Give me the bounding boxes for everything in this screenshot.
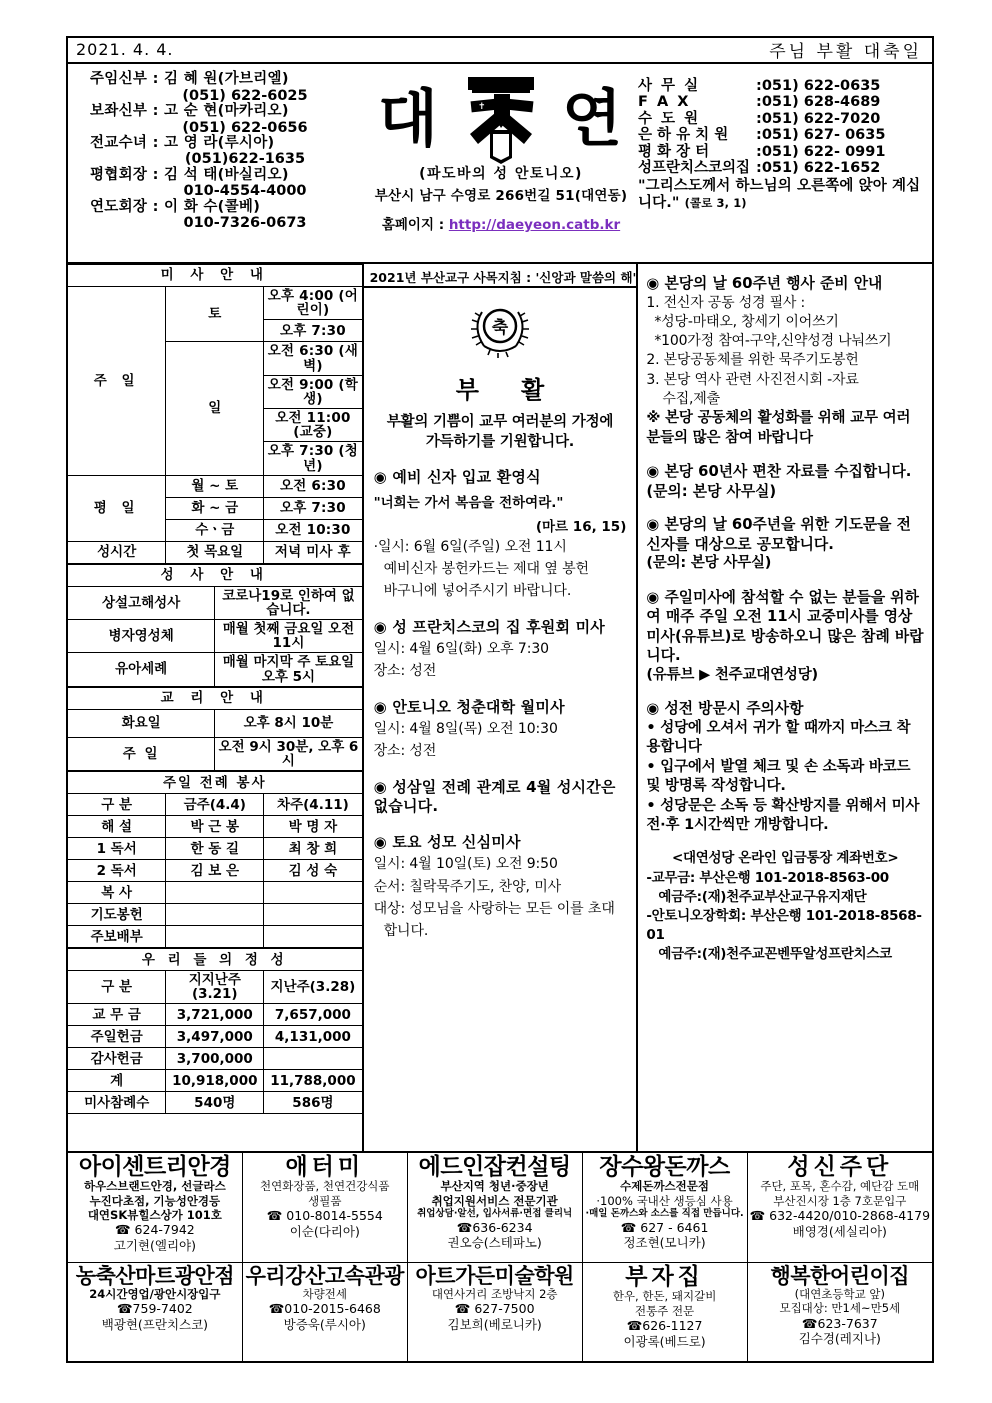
announcement: [374, 778, 627, 817]
ad-business-name: 아트가든미술학원: [415, 1264, 574, 1288]
ad-card[interactable]: [68, 1263, 243, 1361]
staff-row: [90, 136, 366, 152]
announcement-line: 바구니에 넣어주시기 바랍니다.: [383, 583, 572, 600]
contact-list: [632, 64, 932, 262]
table-row: [68, 737, 362, 770]
ad-detail: 전통주 전문: [634, 1303, 695, 1318]
ad-detail: 취업지원서비스 전문기관: [431, 1193, 558, 1208]
mass-day: 수ㆍ금: [166, 519, 264, 541]
ad-detail: 24시간영업/광안시장입구: [89, 1287, 221, 1302]
mass-day: 토: [166, 287, 264, 342]
table-row: [68, 541, 362, 563]
liturgy-role: 1 독서: [68, 838, 166, 860]
table-row: [68, 816, 362, 838]
contact-label: 사 무 실: [638, 78, 701, 94]
easter-title: 부활: [455, 376, 587, 404]
staff-role: 연도회장 :: [90, 198, 159, 215]
ad-phone: ☎626-1127: [626, 1317, 703, 1333]
contact-value: 051) 622-1652: [761, 159, 881, 176]
ad-card[interactable]: [748, 1153, 932, 1263]
mass-time: 오전 6:30 (새벽): [264, 342, 362, 375]
liturgy-next-week: 최 창 희: [264, 838, 362, 860]
notice-section: [646, 588, 924, 686]
announcement-line: 순서: 칠락묵주기도, 찬양, 미사: [373, 878, 562, 895]
liturgy-next-week: [264, 926, 362, 948]
mass-time: 저녁 미사 후: [264, 541, 362, 563]
ad-contact-name: 백광현(프란치스코): [101, 1317, 209, 1333]
sacrament-label: 유아세례: [68, 653, 215, 686]
staff-role: 보좌신부 :: [90, 102, 159, 119]
ad-business-name: 성신주단: [787, 1154, 893, 1180]
notice-bullet: • 입구에서 발열 체크 및 손 소독과 바코드 및 방명록 작성합니다.: [646, 758, 911, 795]
staff-phone: (051) 622-0656: [182, 119, 308, 136]
contact-value: 051) 627- 0635: [761, 127, 886, 144]
ad-row-2: [68, 1263, 932, 1361]
ad-detail: 취업상담·알선, 입사서류·면접 클리닉: [417, 1207, 573, 1219]
contact-label: F A X: [638, 94, 691, 111]
liturgy-role: 해 설: [68, 816, 166, 838]
offerings-prev2: 10,918,000: [166, 1070, 264, 1092]
liturgy-role: 복 사: [68, 882, 166, 904]
scripture-text: "그리스도께서 하느님의 오른쪽에 앉아 계십니다.": [638, 178, 921, 211]
cross-fish-emblem: [454, 72, 550, 164]
bank-line: -교무금: 부산은행 101-2018-8563-00: [646, 869, 889, 886]
notice-item: 3. 본당 역사 관련 사진전시회 -자료: [646, 371, 859, 388]
ad-phone: ☎636-6234: [456, 1219, 533, 1235]
offerings-prev1: 4,131,000: [264, 1026, 362, 1048]
table-row: [68, 926, 362, 948]
staff-name: 김 혜 원(가브리엘): [164, 71, 289, 87]
left-column: [68, 264, 364, 1151]
announcement-line: 일시: 4월 8일(목) 오전 10:30: [373, 721, 558, 738]
svg-text:축: 축: [491, 318, 509, 338]
mass-day: 일: [166, 342, 264, 475]
ad-business-name: 행복한어린이집: [770, 1264, 910, 1288]
table-row: [68, 620, 362, 653]
table-row: [68, 586, 362, 619]
ad-detail: 모집대상: 만1세~만5세: [779, 1301, 901, 1316]
announcement-quote: "너희는 가서 복음을 전하여라.": [373, 494, 564, 511]
announcement-line: 장소: 성전: [373, 743, 437, 760]
liturgy-this-week: 박 근 봉: [166, 816, 264, 838]
offerings-label: 미사참례수: [68, 1092, 166, 1114]
ad-detail: 주단, 포목, 혼수감, 예단감 도매: [760, 1179, 920, 1194]
liturgy-next-week: [264, 904, 362, 926]
liturgy-role: 기도봉헌: [68, 904, 166, 926]
staff-name: 이 화 수(콜베): [164, 198, 261, 215]
offerings-prev2: 3,700,000: [166, 1048, 264, 1070]
ad-phone: ☎623-7637: [801, 1315, 878, 1331]
liturgy-this-week: [166, 904, 264, 926]
mass-day: 화 ~ 금: [166, 497, 264, 519]
ad-business-name: 장수왕돈까스: [599, 1154, 730, 1180]
announcement-line: 예비신자 봉헌카드는 제대 옆 봉헌: [383, 560, 589, 577]
offerings-prev1: [264, 1048, 362, 1070]
header: [68, 64, 932, 264]
notice-section: [646, 274, 924, 448]
notice-item: (문의: 본당 사무실): [646, 555, 772, 572]
ad-business-name: 에드인잡컨설팅: [418, 1154, 571, 1180]
offerings-label: 교 무 금: [68, 1004, 166, 1026]
catechism-value: 오후 8시 10분: [215, 709, 362, 737]
ad-contact-name: 김수경(레지나): [798, 1331, 881, 1347]
ad-business-name: 부자집: [625, 1264, 704, 1290]
ad-detail: ·100% 국내산 생등심 사용: [596, 1193, 733, 1208]
liturgy-col-header: 구 분: [68, 794, 166, 816]
liturgy-col-header: 차주(4.11): [264, 794, 362, 816]
announcement-line: ·일시: 6월 6일(주일) 오전 11시: [373, 538, 567, 555]
announcement-line: 일시: 4월 10일(토) 오전 9:50: [373, 856, 558, 873]
offerings-prev2: 3,497,000: [166, 1026, 264, 1048]
notice-item: 1. 전신자 공동 성경 필사 :: [646, 294, 806, 311]
liturgy-this-week: 한 동 길: [166, 838, 264, 860]
parish-logo: [376, 70, 626, 162]
table-row: [68, 838, 362, 860]
mass-group-holyhour: 성시간: [68, 541, 166, 563]
announcement-line: 장소: 성전: [373, 663, 437, 680]
notice-heading: ◉ 본당의 날 60주년을 위한 기도문을 전신자를 대상으로 공모합니다.: [646, 516, 911, 553]
liturgy-role: 주보배부: [68, 926, 166, 948]
sacraments-title: 성 사 안 내: [68, 564, 362, 586]
notice-heading: ◉ 주일미사에 참석할 수 없는 분들을 위하여 매주 주일 오전 11시 교중미사를 영상미사(유튜브)로 방송하오니 많은 참례 바랍니다.: [646, 588, 924, 665]
announcement-quote-ref: (마르 16, 15): [535, 518, 627, 535]
sacraments-table: [68, 564, 362, 687]
ad-card[interactable]: [243, 1263, 408, 1361]
ad-phone: ☎ 624-7942: [115, 1222, 195, 1238]
ad-detail: (대연초등학교 앞): [794, 1287, 885, 1302]
staff-role: 전교수녀 :: [90, 134, 159, 151]
announcement-heading: ◉ 안토니오 청춘대학 월미사: [373, 697, 565, 716]
mass-time: 오전 6:30: [264, 475, 362, 497]
notice-item: *100가정 참여-구약,신약성경 나눠쓰기: [654, 333, 892, 350]
scripture-quote: [638, 178, 926, 211]
ad-phone: ☎759-7402: [116, 1301, 193, 1317]
table-row: [68, 1070, 362, 1092]
liturgy-role: 2 독서: [68, 860, 166, 882]
ad-contact-name: 권오승(스테파노): [447, 1235, 542, 1251]
table-row: [68, 1092, 362, 1114]
ad-contact-name: 정조현(모니카): [623, 1235, 706, 1251]
liturgy-next-week: 김 성 숙: [264, 860, 362, 882]
ad-row-1: [68, 1153, 932, 1263]
notice-section: [646, 462, 924, 501]
feast-title: 주님 부활 대축일: [769, 42, 922, 62]
liturgy-col-header: 금주(4.4): [166, 794, 264, 816]
contact-label: 성프란치스코의집: [638, 159, 751, 176]
staff-phone: (051) 622-6025: [182, 87, 308, 104]
homepage-line: [382, 213, 620, 233]
table-row: [68, 860, 362, 882]
bank-account-info: [646, 849, 924, 964]
ad-detail: 수제돈까스전문점: [620, 1179, 709, 1194]
contact-value: 051) 622-0635: [761, 78, 881, 94]
staff-phone: 010-7326-0673: [183, 215, 307, 232]
offerings-prev2: 3,721,000: [166, 1004, 264, 1026]
staff-phone: 010-4554-4000: [183, 183, 307, 200]
bank-line: -안토니오장학회: 부산은행 101-2018-8568-01: [646, 907, 922, 944]
liturgy-service-table: [68, 771, 362, 948]
sacrament-value: 매월 첫째 금요일 오전 11시: [215, 620, 362, 653]
ad-detail: 부산지역 청년·중장년: [440, 1179, 549, 1194]
bank-line: 예금주:(재)천주교꼰벤뚜알성프란치스코: [658, 946, 892, 963]
right-column: [638, 264, 932, 1151]
contact-label: 은 하 유 치 원: [638, 127, 729, 144]
parish-staff-list: [68, 64, 370, 262]
ad-detail: 차량전세: [302, 1287, 347, 1302]
homepage-link[interactable]: http://daeyeon.catb.kr: [448, 217, 621, 233]
ad-detail: 생필품: [308, 1193, 342, 1208]
mass-time: 오후 7:30: [264, 497, 362, 519]
catechism-value: 오전 9시 30분, 오후 6시: [215, 737, 362, 770]
mass-schedule-title: 미 사 안 내: [68, 265, 362, 287]
mass-group-sunday: 주 일: [68, 287, 166, 476]
notice-section: [646, 515, 924, 573]
ad-card[interactable]: [583, 1263, 748, 1361]
staff-row: [90, 104, 366, 120]
offerings-label: 감사헌금: [68, 1048, 166, 1070]
mass-time: 오전 9:00 (학생): [264, 375, 362, 408]
staff-row: [90, 72, 366, 88]
staff-row: [90, 200, 366, 216]
ad-card[interactable]: [68, 1153, 243, 1263]
contact-label: 수 도 원: [638, 110, 701, 127]
liturgy-this-week: [166, 882, 264, 904]
announcement: [374, 468, 627, 601]
ad-card[interactable]: [408, 1263, 583, 1361]
ad-business-name: 농축산마트광안점: [75, 1264, 235, 1288]
table-row: [68, 1004, 362, 1026]
ad-contact-name: 이순(다리아): [289, 1223, 360, 1239]
table-row: [68, 709, 362, 737]
staff-role: 주임신부 :: [90, 71, 159, 87]
staff-phone: (051)622-1635: [184, 151, 306, 168]
table-row: [68, 475, 362, 497]
offerings-col-header: 구 분: [68, 971, 166, 1004]
bulletin-body: [68, 264, 932, 1151]
scripture-reference: (콜로 3, 1): [684, 195, 747, 210]
contact-row: 성프란치스코의집 : 051) 622-1652: [638, 159, 881, 176]
contact-value: 051) 622-7020: [761, 110, 881, 127]
contact-value: 051) 628-4689: [761, 94, 881, 111]
ad-contact-name: 배영경(세실리아): [792, 1223, 887, 1239]
advertisements: [68, 1151, 932, 1361]
announcement-heading: ◉ 토요 성모 신심미사: [373, 832, 521, 851]
offerings-label: 주일헌금: [68, 1026, 166, 1048]
contact-value: 051) 622- 0991: [761, 143, 886, 160]
contact-row: F A X : 051) 628-4689: [638, 94, 881, 111]
liturgy-this-week: 김 보 은: [166, 860, 264, 882]
sacrament-label: 병자영성체: [68, 620, 215, 653]
liturgy-next-week: [264, 882, 362, 904]
offerings-prev1: 586명: [264, 1092, 362, 1114]
notice-heading: ◉ 성전 방문시 주의사항: [646, 700, 804, 718]
ad-detail: ·매일 돈까스와 소스를 직접 만듭니다.: [585, 1207, 744, 1219]
wreath-emblem: [374, 302, 627, 364]
staff-name: 고 순 현(마카리오): [164, 102, 289, 119]
table-row: [68, 882, 362, 904]
table-row: [68, 653, 362, 686]
parish-address: 부산시 남구 수영로 266번길 51(대연동): [374, 188, 628, 204]
contact-row: 수 도 원 : 051) 622-7020: [638, 110, 881, 127]
offerings-title: 우 리 들 의 정 성: [68, 949, 362, 971]
table-row: [68, 1048, 362, 1070]
mass-time: 오후 7:30: [264, 320, 362, 342]
svg-text:✝: ✝: [478, 102, 486, 112]
catechism-table: [68, 687, 362, 771]
ad-detail: 누진다초점, 기능성안경등: [89, 1193, 221, 1208]
contact-row: 사 무 실 : 051) 622-0635: [638, 78, 881, 94]
parish-identity: [370, 64, 632, 262]
mass-group-weekday: 평 일: [68, 475, 166, 541]
homepage-label: 홈페이지 :: [381, 217, 445, 233]
notice-heading: ◉ 본당 60년사 편찬 자료를 수집합니다.(문의: 본당 사무실): [646, 463, 912, 500]
ad-business-name: 아이센트리안경: [78, 1154, 231, 1180]
notice-bullet: • 성당에 오셔서 귀가 할 때까지 마스크 착용합니다: [646, 719, 911, 756]
middle-column: [364, 264, 639, 1151]
offerings-table: [68, 948, 362, 1114]
sacrament-label: 상설고해성사: [68, 586, 215, 619]
offerings-prev1: 7,657,000: [264, 1004, 362, 1026]
title-bar: [68, 38, 932, 64]
bulletin-frame: [66, 36, 934, 1363]
ad-phone: ☎ 627 - 6461: [620, 1219, 709, 1235]
diocese-motto: 2021년 부산교구 사목지침 : '신앙과 말씀의 해': [364, 264, 637, 288]
announcement-heading: ◉ 예비 신자 입교 환영식: [373, 468, 541, 487]
ad-business-name: 우리강산고속관광: [245, 1264, 404, 1288]
ad-detail: 부산진시장 1층 7호문입구: [773, 1193, 907, 1208]
notice-item: *성당-마태오, 창세기 이어쓰기: [654, 313, 839, 330]
offerings-prev1: 11,788,000: [264, 1070, 362, 1092]
contact-label: 평 화 장 터: [638, 143, 710, 160]
ad-contact-name: 김보희(베로니카): [447, 1317, 542, 1333]
bank-line: 예금주:(재)천주교부산교구유지재단: [658, 888, 867, 905]
liturgy-this-week: [166, 926, 264, 948]
announcement-heading: ◉ 성삼일 전례 관계로 4월 성시간은 없습니다.: [373, 777, 616, 816]
notice-item: 수집,제출: [662, 391, 720, 408]
bulletin-date: 2021. 4. 4.: [76, 40, 174, 59]
ad-detail: 대연SK뷰힐스상가 101호: [87, 1207, 222, 1222]
ad-phone: ☎ 010-8014-5554: [266, 1207, 383, 1223]
ad-detail: 대연사거리 조방낙지 2층: [431, 1287, 558, 1302]
offerings-col-header: 지난주(3.28): [264, 971, 362, 1004]
liturgy-title: 주일 전례 봉사: [68, 772, 362, 794]
announcement-line: 대상: 성모님을 사랑하는 모든 이를 초대: [373, 900, 615, 917]
ad-contact-name: 방증욱(루시아): [283, 1317, 366, 1333]
bank-title: <대연성당 온라인 입금통장 계좌번호>: [672, 850, 899, 867]
offerings-col-header: 지지난주(3.21): [166, 971, 264, 1004]
table-row: [68, 1026, 362, 1048]
logo-char-left: 대: [378, 82, 438, 155]
ad-phone: ☎010-2015-6468: [268, 1301, 381, 1317]
offerings-label: 계: [68, 1070, 166, 1092]
ad-card[interactable]: [408, 1153, 583, 1263]
announcement: [374, 618, 627, 682]
catechism-label: 화요일: [68, 709, 215, 737]
ad-contact-name: 고기현(엘리야): [113, 1237, 196, 1253]
mass-schedule-table: [68, 264, 362, 564]
liturgy-next-week: 박 명 자: [264, 816, 362, 838]
ad-phone: ☎ 627-7500: [454, 1301, 535, 1317]
sacrament-value: 코로나19로 인하여 없습니다.: [215, 586, 362, 619]
catechism-title: 교 리 안 내: [68, 687, 362, 709]
mass-time: 오후 4:00 (어린이): [264, 287, 362, 320]
ad-detail: 천연화장품, 천연건강식품: [260, 1179, 390, 1194]
mass-time: 오후 7:30 (청년): [264, 442, 362, 475]
table-row: [68, 904, 362, 926]
parish-patron: (파도바의 성 안토니오): [419, 166, 583, 182]
notice-section: [646, 699, 924, 835]
notice-item: 2. 본당공동체를 위한 묵주기도봉헌: [646, 352, 859, 369]
announcement: [374, 698, 627, 762]
ad-detail: 한우, 한돈, 돼지갈비: [612, 1289, 717, 1304]
mass-day: 월 ~ 토: [166, 475, 264, 497]
table-row: [68, 287, 362, 320]
notice-note: ※ 본당 공동체의 활성화를 위해 교무 여러분들의 많은 참여 바랍니다: [646, 410, 911, 446]
logo-char-right: 연: [562, 82, 622, 155]
offerings-prev2: 540명: [166, 1092, 264, 1114]
notice-bullet: • 성당문은 소독 등 확산방지를 위해서 미사 전·후 1시간씩만 개방합니다.: [646, 797, 920, 833]
ad-business-name: 애터미: [285, 1154, 365, 1180]
catechism-label: 주 일: [68, 737, 215, 770]
contact-row: 은 하 유 치 원 : 051) 627- 0635: [638, 127, 886, 144]
announcement-line: 합니다.: [383, 923, 429, 940]
ad-phone: ☎ 632-4420/010-2868-4179: [749, 1207, 931, 1223]
ad-contact-name: 이광록(베드로): [623, 1333, 706, 1349]
table-row: [68, 971, 362, 1004]
easter-message-line2: 가득하기를 기원합니다.: [425, 433, 575, 450]
announcement-line: 일시: 4월 6일(화) 오후 7:30: [373, 641, 549, 658]
staff-row: [90, 168, 366, 184]
notice-heading: ◉ 본당의 날 60주년 행사 준비 안내: [646, 275, 883, 292]
staff-name: 김 석 태(바실리오): [164, 166, 289, 183]
ad-card[interactable]: [583, 1153, 748, 1263]
staff-name: 고 영 라(루시아): [164, 134, 275, 151]
ad-card[interactable]: [748, 1263, 932, 1361]
announcement: [374, 833, 627, 942]
easter-message-line1: 부활의 기쁨이 교무 여러분의 가정에: [386, 414, 614, 430]
ad-card[interactable]: [243, 1153, 408, 1263]
mass-time: 오전 11:00 (교중): [264, 409, 362, 442]
mass-day: 첫 목요일: [166, 541, 264, 563]
staff-role: 평협회장 :: [90, 166, 159, 183]
announcement-heading: ◉ 성 프란치스코의 집 후원회 미사: [373, 617, 605, 636]
sacrament-value: 매월 마지막 주 토요일 오후 5시: [215, 653, 362, 686]
table-row: [68, 794, 362, 816]
mass-time: 오전 10:30: [264, 519, 362, 541]
ad-detail: 하우스브랜드안경, 선글라스: [84, 1179, 226, 1194]
notice-item: (유튜브 ▶ 천주교대연성당): [646, 666, 818, 683]
contact-row: 평 화 장 터 : 051) 622- 0991: [638, 143, 886, 160]
